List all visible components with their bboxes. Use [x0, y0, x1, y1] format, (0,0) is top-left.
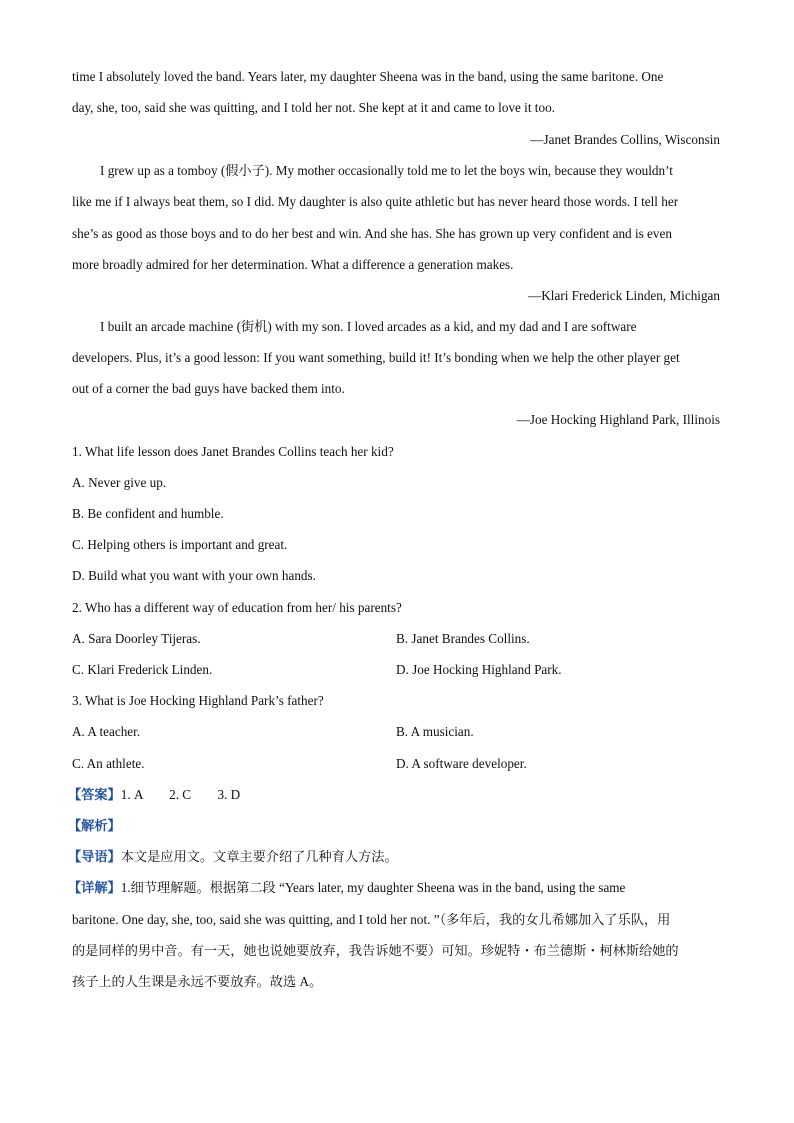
paragraph-line: more broadly admired for her determination. What a difference a generation makes.: [72, 257, 514, 272]
option-c: C. Klari Frederick Linden.: [72, 662, 213, 677]
detail-line: [68, 880, 625, 896]
answer-label: 【答案】: [68, 787, 121, 802]
option-a: A. Sara Doorley Tijeras.: [72, 631, 201, 646]
paragraph-line: out of a corner the bad guys have backed them into.: [72, 381, 345, 396]
paragraph-line: I built an arcade machine (街机) with my son. I loved arcades as a kid, and my dad and I are software: [100, 319, 637, 334]
author-signature: —Janet Brandes Collins, Wisconsin: [530, 132, 720, 147]
option-a: A. A teacher.: [72, 724, 141, 739]
option-d: D. Joe Hocking Highland Park.: [396, 662, 562, 677]
option-b: B. Be confident and humble.: [72, 506, 224, 521]
option-b: B. A musician.: [396, 724, 474, 739]
detail-line: 孩子上的人生课是永远不要放弃。故选 A。: [72, 974, 323, 989]
detail-label: 【详解】: [68, 880, 121, 895]
analysis-label: 【解析】: [68, 818, 121, 833]
question-stem: 2. Who has a different way of education from her/ his parents?: [72, 600, 402, 615]
paragraph-line: she’s as good as those boys and to do her best and win. And she has. She has grown up very confident and is even: [72, 226, 672, 241]
guide-line: [68, 849, 398, 865]
detail-line: 的是同样的男中音。有一天，她也说她要放弃，我告诉她不要）可知。珍妮特・布兰德斯・柯林斯给她的: [72, 943, 679, 958]
option-a: A. Never give up.: [72, 475, 167, 490]
paragraph-line: time I absolutely loved the band. Years later, my daughter Sheena was in the band, using the same baritone. One: [72, 69, 664, 84]
paragraph-line: developers. Plus, it’s a good lesson: If you want something, build it! It’s bonding when we help the other player get: [72, 350, 680, 365]
question-stem: 3. What is Joe Hocking Highland Park’s father?: [72, 693, 324, 708]
paragraph-line: I grew up as a tomboy (假小子). My mother occasionally told me to let the boys win, because they wouldn’t: [100, 163, 673, 178]
detail-line: baritone. One day, she, too, said she was quitting, and I told her not. ”（多年后，我的女儿希娜加入了乐队，用: [72, 912, 671, 927]
guide-text: 本文是应用文。文章主要介绍了几种育人方法。: [120, 849, 398, 864]
author-signature: —Joe Hocking Highland Park, Illinois: [516, 412, 720, 427]
option-d: D. A software developer.: [396, 756, 527, 771]
answer-text: 1. A 2. C 3. D: [120, 787, 241, 802]
guide-label: 【导语】: [68, 849, 121, 864]
option-c: C. An athlete.: [72, 756, 145, 771]
analysis-line: [68, 818, 121, 834]
option-d: D. Build what you want with your own hands.: [72, 568, 316, 583]
option-c: C. Helping others is important and great.: [72, 537, 288, 552]
author-signature: —Klari Frederick Linden, Michigan: [528, 288, 720, 303]
option-b: B. Janet Brandes Collins.: [396, 631, 530, 646]
question-stem: 1. What life lesson does Janet Brandes Collins teach her kid?: [72, 444, 394, 459]
answer-line: [68, 787, 240, 803]
detail-text: 1.细节理解题。根据第二段 “Years later, my daughter Sheena was in the band, using the same: [120, 880, 626, 895]
paragraph-line: day, she, too, said she was quitting, and I told her not. She kept at it and came to love it too.: [72, 100, 555, 115]
paragraph-line: like me if I always beat them, so I did. My daughter is also quite athletic but has never heard those words. I tell her: [72, 194, 679, 209]
